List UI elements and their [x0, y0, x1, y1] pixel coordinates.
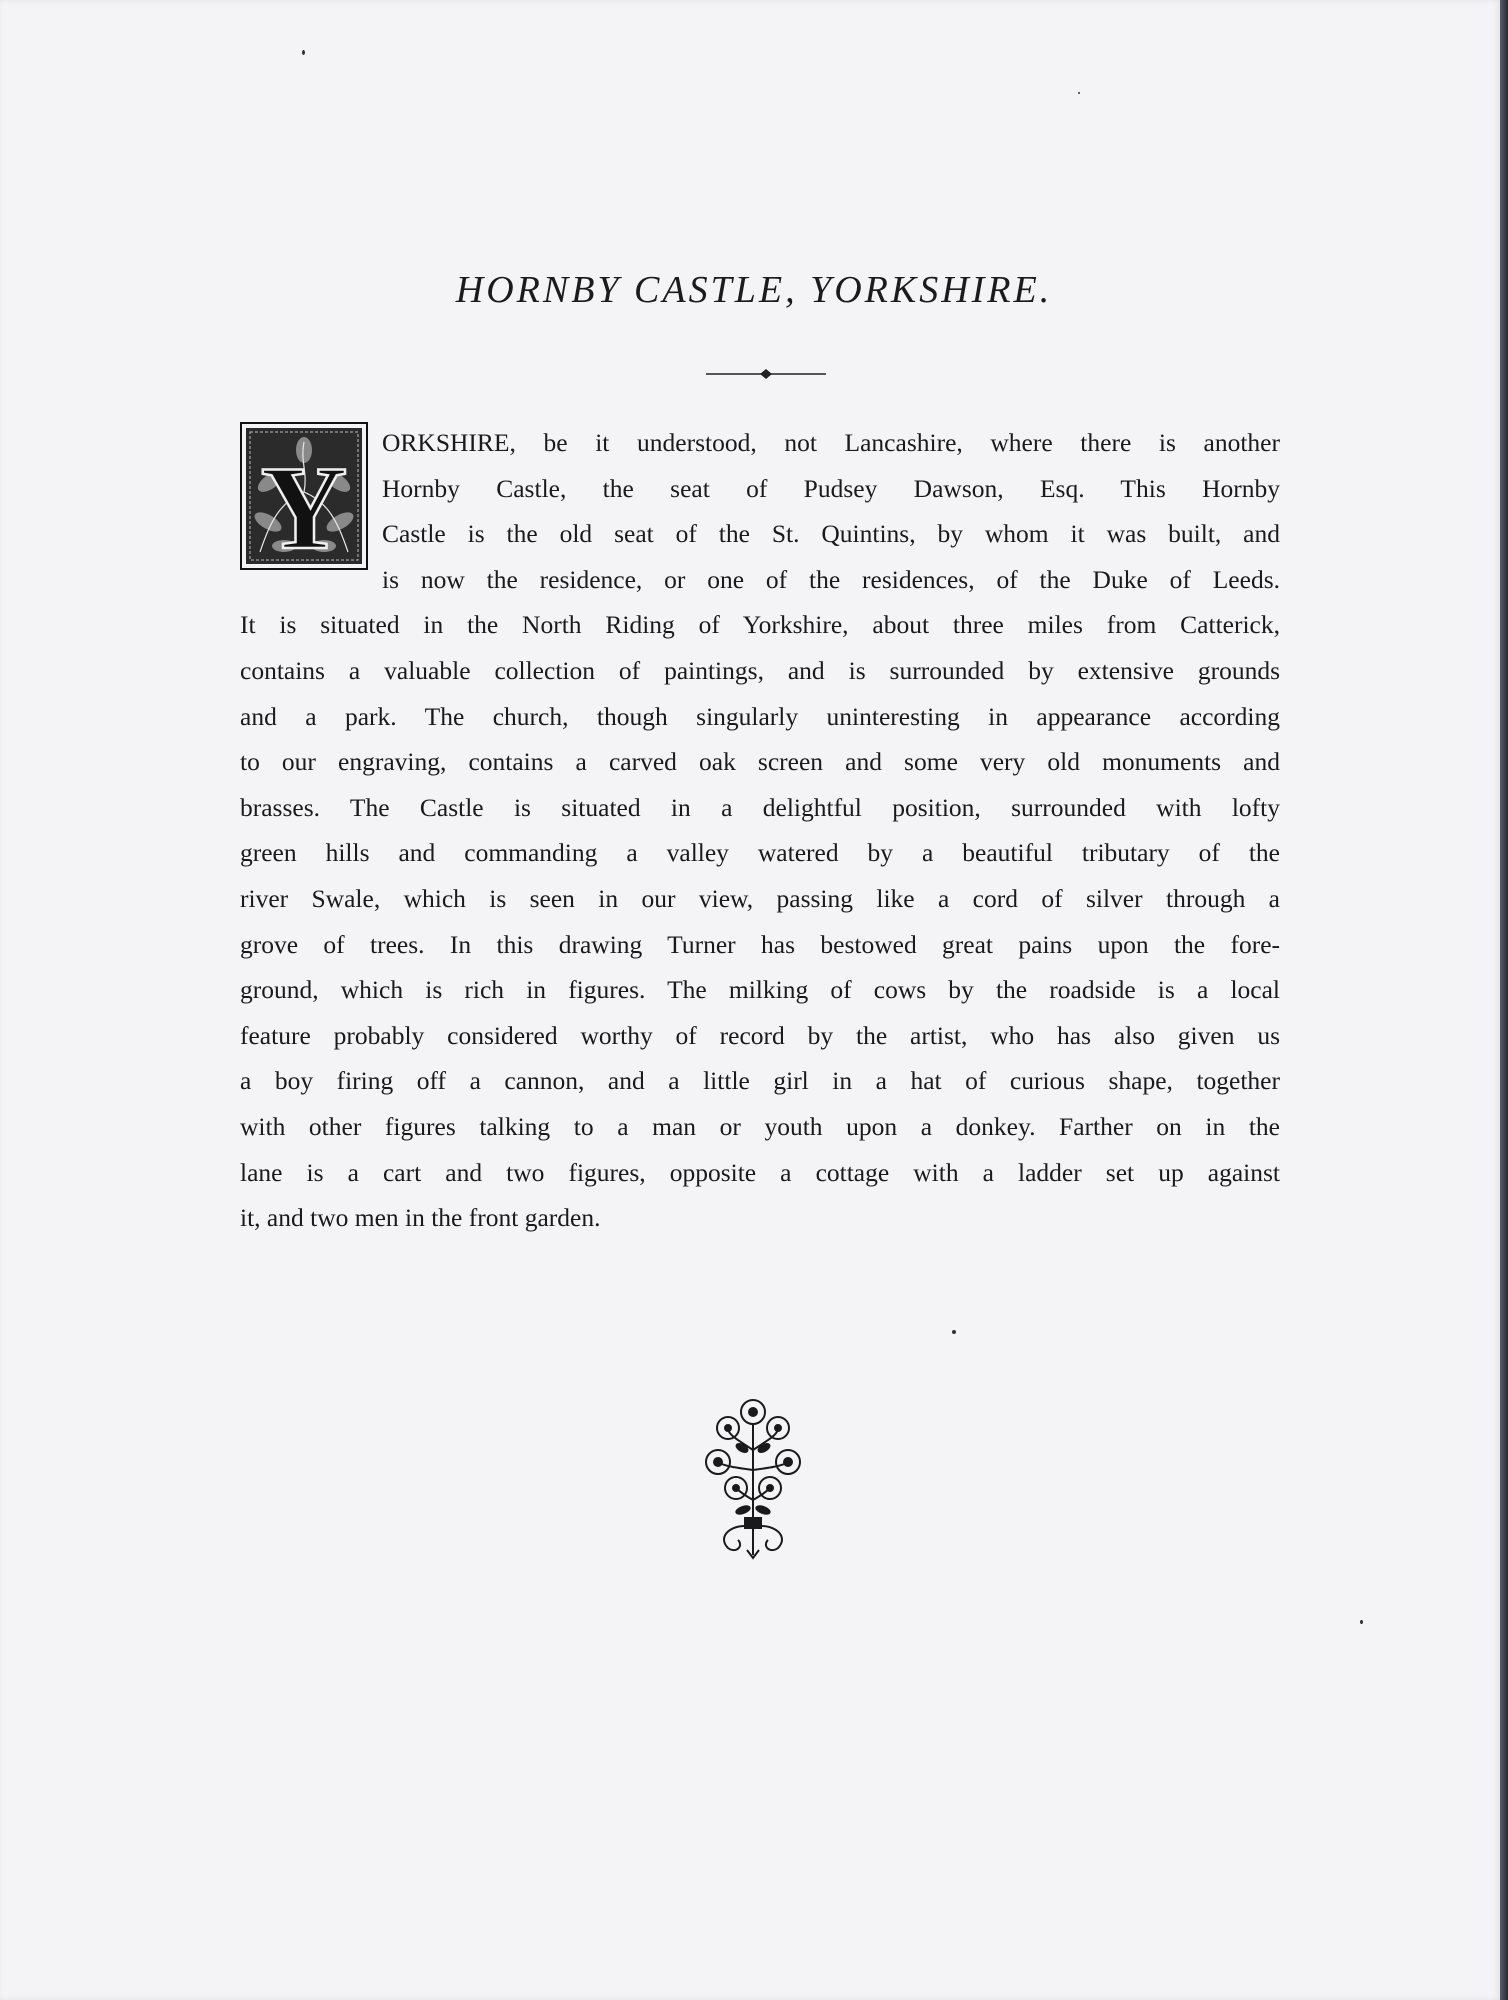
text-line: Castle is the old seat of the St. Quintins, by whom it was built, and: [382, 519, 1280, 549]
text-line: contains a valuable collection of paintings, and is surrounded by extensive grounds: [240, 655, 1280, 685]
drop-cap-letter: Y: [260, 441, 348, 570]
paragraph: [240, 420, 1280, 1241]
text-line: brasses. The Castle is situated in a delightful position, surrounded with lofty: [240, 792, 1280, 822]
text-line: is now the residence, or one of the residences, of the Duke of Leeds.: [382, 564, 1280, 594]
floral-tailpiece-ornament: [698, 1390, 808, 1560]
text-line: It is situated in the North Riding of Yorkshire, about three miles from Catterick,: [240, 610, 1280, 640]
drop-cap-ornament: [240, 422, 368, 570]
title-divider: [706, 368, 826, 380]
text-line: green hills and commanding a valley watered by a beautiful tributary of the: [240, 838, 1280, 868]
text-line: lane is a cart and two figures, opposite a cottage with a ladder set up against: [240, 1157, 1280, 1187]
body-text: [240, 420, 1280, 1241]
paper-speck: [1078, 92, 1080, 94]
text-line: it, and two men in the front garden.: [240, 1203, 601, 1233]
text-line: to our engraving, contains a carved oak screen and some very old monuments and: [240, 747, 1280, 777]
text-line: feature probably considered worthy of record by the artist, who has also given us: [240, 1020, 1280, 1050]
text-line: and a park. The church, though singularly uninteresting in appearance according: [240, 701, 1280, 731]
text-line: river Swale, which is seen in our view, passing like a cord of silver through a: [240, 883, 1280, 913]
text-line: grove of trees. In this drawing Turner has bestowed great pains upon the fore-: [240, 929, 1280, 959]
page-title: HORNBY CASTLE, YORKSHIRE.: [455, 269, 1053, 311]
text-line: with other figures talking to a man or youth upon a donkey. Farther on in the: [240, 1111, 1280, 1141]
paper-speck: [1360, 1620, 1363, 1624]
paper-speck: [302, 50, 305, 55]
paper-speck: [952, 1330, 956, 1334]
text-line: ground, which is rich in figures. The milking of cows by the roadside is a local: [240, 975, 1280, 1005]
text-line: a boy firing off a cannon, and a little girl in a hat of curious shape, together: [240, 1066, 1280, 1096]
page-edge: [1500, 0, 1508, 2000]
text-line: ORKSHIRE, be it understood, not Lancashire, where there is another: [382, 428, 1280, 457]
text-line: Hornby Castle, the seat of Pudsey Dawson, Esq. This Hornby: [382, 473, 1280, 503]
